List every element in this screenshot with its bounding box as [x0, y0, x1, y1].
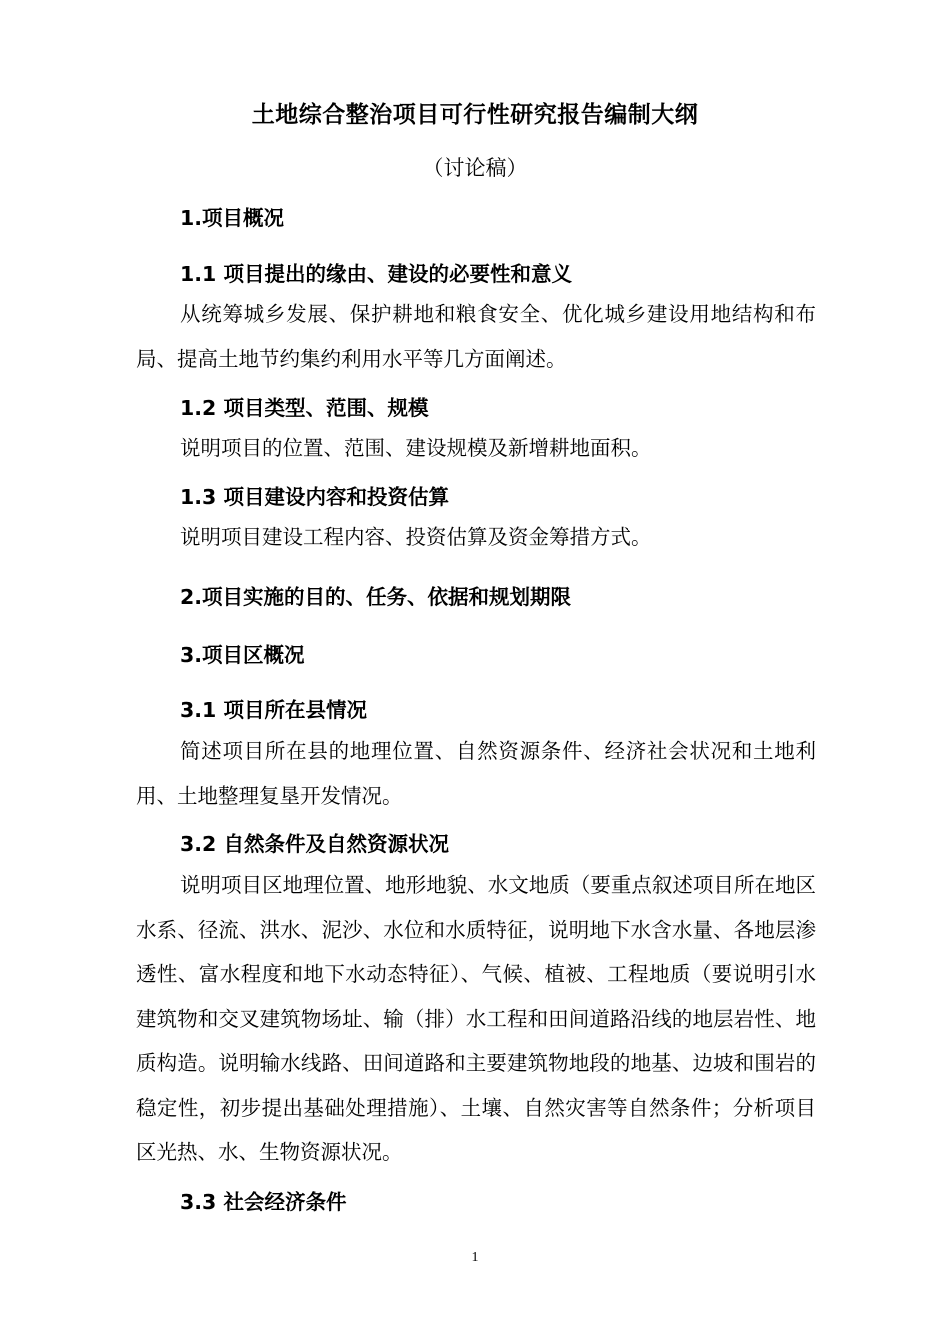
section-paragraph: 说明项目的位置、范围、建设规模及新增耕地面积。: [180, 436, 652, 460]
section-heading: 1.1 项目提出的缘由、建设的必要性和意义: [180, 262, 572, 286]
document-title: 土地综合整治项目可行性研究报告编制大纲: [251, 102, 699, 128]
section-heading: 1.3 项目建设内容和投资估算: [180, 485, 449, 509]
document-subtitle: （讨论稿）: [422, 156, 528, 180]
section-heading: 1.项目概况: [180, 206, 285, 230]
section-heading: 3.1 项目所在县情况: [180, 698, 367, 722]
section-paragraph: 说明项目建设工程内容、投资估算及资金筹措方式。: [180, 525, 652, 549]
section-paragraph: 说明项目区地理位置、地形地貌、水文地质（要重点叙述项目所在地区水系、径流、洪水、泥沙、水位和水质特征，说明地下水含水量、各地层渗透性、富水程度和地下水动态特征）、气候、植被、工程地质（要说明引水建筑物和交叉建筑物场址、输（排）水工程和田间道路沿线的地层岩性、地质构造。说明输水线路、田间道路和主要建筑物地段的地基、边坡和围岩的稳定性，初步提出基础处理措施）、土壤、自然灾害等自然条件；分析项目区光热、水、生物资源状况。: [136, 873, 816, 1164]
section-heading: 2.项目实施的目的、任务、依据和规划期限: [180, 585, 572, 609]
section-heading: 1.2 项目类型、范围、规模: [180, 396, 429, 420]
section-heading: 3.2 自然条件及自然资源状况: [180, 832, 449, 856]
section-heading: 3.项目区概况: [180, 643, 305, 667]
section-heading: 3.3 社会经济条件: [180, 1190, 347, 1214]
page-number: 1: [471, 1250, 479, 1265]
section-paragraph: 简述项目所在县的地理位置、自然资源条件、经济社会状况和土地利用、土地整理复垦开发情况。: [136, 739, 816, 808]
section-paragraph: 从统筹城乡发展、保护耕地和粮食安全、优化城乡建设用地结构和布局、提高土地节约集约利用水平等几方面阐述。: [136, 302, 816, 371]
